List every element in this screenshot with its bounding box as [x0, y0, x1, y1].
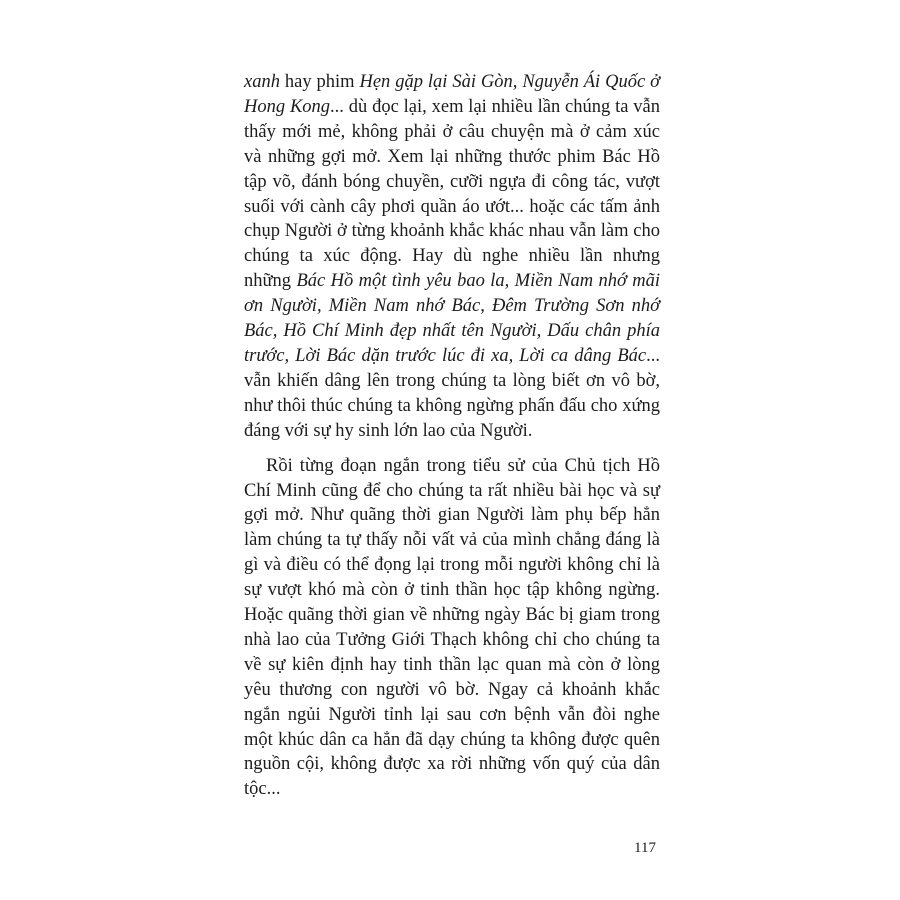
- body-text: [244, 70, 660, 802]
- italic-song-titles: Bác Hồ một tình yêu bao la, Miền Nam nhớ mãi ơn Người, Miền Nam nhớ Bác, Đêm Trường Sơn nhớ Bác, Hồ Chí Minh đẹp nhất tên Người, Dấu chân phía trước, Lời Bác dặn trước lúc đi xa, Lời ca dâng Bác: [244, 271, 660, 366]
- text-run: ... vẫn khiến dâng lên trong chúng ta lòng biết ơn vô bờ, như thôi thúc chúng ta không ngừng phấn đấu cho xứng đáng với sự hy sinh lớn lao của Người.: [244, 345, 660, 441]
- text-run: ... dù đọc lại, xem lại nhiều lần chúng ta vẫn thấy mới mẻ, không phải ở câu chuyện mà ở cảm xúc và những gợi mở. Xem lại những thước phim Bác Hồ tập võ, đánh bóng chuyền, cưỡi ngựa đi công tác, vượt suối với cành cây phơi quần áo ướt... hoặc các tấm ảnh chụp Người ở từng khoảnh khắc khác nhau vẫn làm cho chúng ta xúc động. Hay dù nghe nhiều lần nhưng những: [244, 96, 660, 292]
- paragraph-2: Rồi từng đoạn ngắn trong tiểu sử của Chủ tịch Hồ Chí Minh cũng để cho chúng ta rất nhiều bài học và sự gợi mở. Như quãng thời gian Người làm phụ bếp hẳn làm chúng ta tự thấy nỗi vất vả của mình chẳng đáng là gì và điều có thể đọng lại trong mỗi người không chỉ là sự vượt khó mà còn ở tinh thần học tập không ngừng. Hoặc quãng thời gian về những ngày Bác bị giam trong nhà lao của Tưởng Giới Thạch không chỉ cho chúng ta về sự kiên định hay tinh thần lạc quan mà còn ở lòng yêu thương con người vô bờ. Ngay cả khoảnh khắc ngắn ngủi Người tỉnh lại sau cơn bệnh vẫn đòi nghe một khúc dân ca hẳn đã dạy chúng ta không được quên nguồn cội, không được xa rời những vốn quý của dân tộc...: [244, 455, 660, 800]
- page-number: 117: [634, 840, 656, 856]
- paragraph-1: [244, 70, 660, 444]
- text-run: hay phim: [279, 72, 360, 92]
- italic-title: xanh: [244, 72, 280, 92]
- italic-title: Hẹn gặp lại Sài Gòn, Nguyễn Ái Quốc ở Hong Kong: [244, 72, 660, 117]
